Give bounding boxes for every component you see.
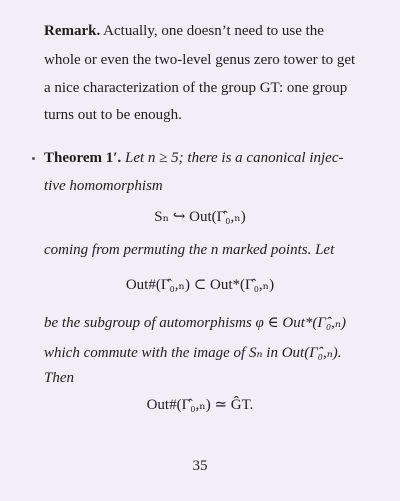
theorem-line-1 xyxy=(44,149,343,167)
remark-line-1 xyxy=(44,22,324,40)
margin-mark xyxy=(32,157,35,160)
theorem-heading: Theorem 1′. xyxy=(44,150,122,166)
remark-line-1-text: Actually, one doesn’t need to use the xyxy=(100,23,324,39)
theorem-line-2: tive homomorphism xyxy=(44,178,163,194)
remark-line-2: whole or even the two-level genus zero tower to get xyxy=(44,52,356,68)
display-equation-1: Sₙ ↪ Out(Γ̂₀,ₙ) xyxy=(154,209,246,225)
display-equation-3: Out#(Γ̂₀,ₙ) ≃ ĜT. xyxy=(146,397,254,413)
theorem-line-4: be the subgroup of automorphisms φ ∈ Out*(Γ̂₀,ₙ) xyxy=(44,315,346,331)
theorem-line-6: Then xyxy=(44,370,74,386)
theorem-line-5: which commute with the image of Sₙ in Out(Γ̂₀,ₙ). xyxy=(44,345,342,361)
remark-heading: Remark. xyxy=(44,23,101,39)
theorem-line-1-text: Let n ≥ 5; there is a canonical injec- xyxy=(121,150,344,166)
remark-line-3: a nice characterization of the group GT: one group xyxy=(44,80,348,96)
page-number: 35 xyxy=(192,458,208,474)
theorem-line-3: coming from permuting the n marked points. Let xyxy=(44,242,335,258)
remark-line-4: turns out to be enough. xyxy=(44,107,182,123)
display-equation-2: Out#(Γ̂₀,ₙ) ⊂ Out*(Γ̂₀,ₙ) xyxy=(125,277,275,293)
